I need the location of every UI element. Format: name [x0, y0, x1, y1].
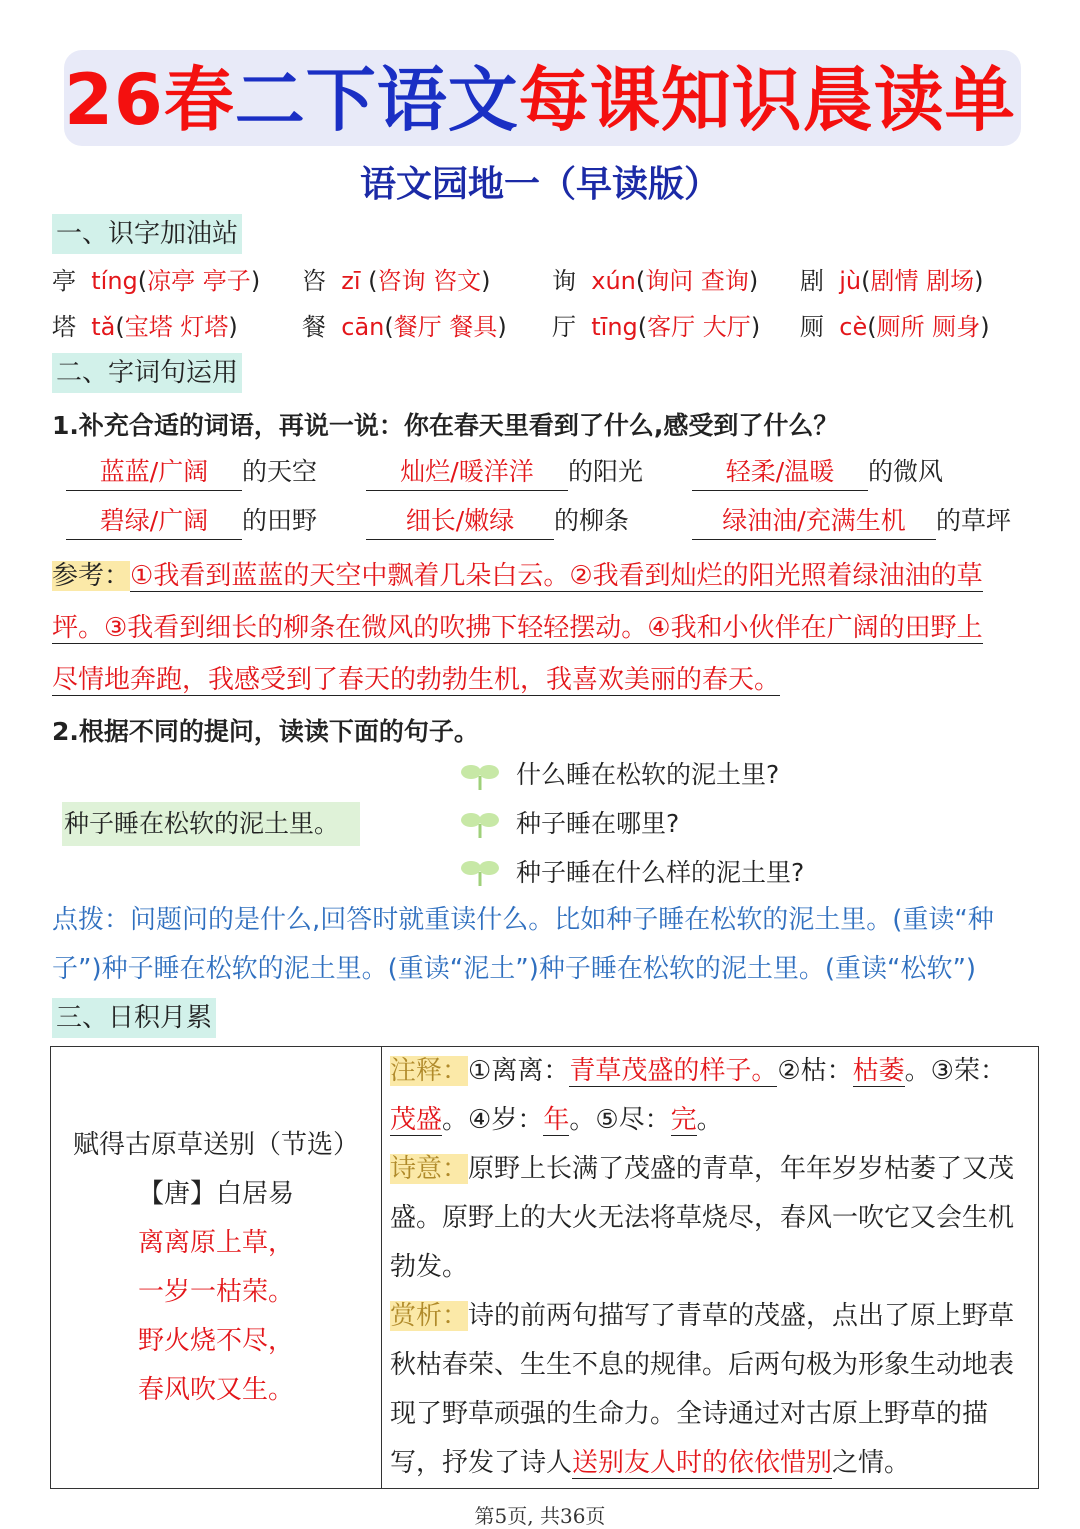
question-line: 种子睡在哪里?	[516, 809, 680, 838]
poem-table	[50, 1046, 1039, 1489]
explanation-cell	[382, 1047, 1039, 1489]
section-heading-2: 二、字词句运用	[52, 353, 242, 393]
sprout-icon	[460, 808, 500, 840]
char-item: 塔 tǎ(宝塔 灯塔)	[52, 313, 238, 341]
poem-cell	[51, 1047, 382, 1489]
question-1: 1.补充合适的词语，再说一说：你在春天里看到了什么,感受到了什么？	[52, 411, 839, 440]
fill-blank: 碧绿/广阔 的田野	[66, 503, 317, 540]
seed-sentence: 种子睡在松软的泥土里。	[62, 802, 360, 846]
char-item: 厅 tīng(客厅 大厅)	[552, 313, 761, 341]
fill-blank: 蓝蓝/广阔 的天空	[66, 454, 317, 491]
char-item: 厕 cè(厕所 厕身)	[800, 313, 990, 341]
reference-answer: 参考：①我看到蓝蓝的天空中飘着几朵白云。②我看到灿烂的阳光照着绿油油的草 坪。③我看到细长的柳条在微风的吹拂下轻轻摆动。④我和小伙伴在广阔的田野上 尽情地奔跑，我感受到了春天的勃勃生机，我喜欢美丽的春天。	[52, 561, 983, 695]
section-heading-3: 三、日积月累	[52, 998, 216, 1038]
sprout-icon	[460, 760, 500, 792]
poem-line: 一岁一枯荣。	[137, 1276, 294, 1307]
poem-line: 春风吹又生。	[137, 1374, 294, 1405]
question-2: 2.根据不同的提问，读读下面的句子。	[52, 717, 479, 746]
question-line: 种子睡在什么样的泥土里?	[516, 858, 805, 887]
page-footer: 第5页, 共36页	[474, 1504, 606, 1528]
fill-blank: 灿烂/暖洋洋 的阳光	[366, 454, 643, 491]
char-item: 咨 zī (咨询 咨文)	[302, 267, 491, 295]
fill-blank: 轻柔/温暖 的微风	[692, 454, 943, 491]
page-title: 26春二下语文每课知识晨读单	[64, 59, 1016, 141]
notes: 注释：①离离：青草茂盛的样子。②枯：枯萎。③荣：茂盛。④岁：年。⑤尽：完。	[390, 1056, 1006, 1135]
char-item: 餐 cān(餐厅 餐具)	[302, 313, 507, 341]
lesson-subtitle: 语文园地一（早读版）	[359, 164, 720, 205]
fill-blank: 细长/嫩绿 的柳条	[366, 503, 629, 540]
char-item: 亭 tíng(凉亭 亭子)	[52, 267, 261, 295]
sprout-icon	[460, 856, 500, 888]
section-heading-1: 一、识字加油站	[52, 214, 242, 254]
poem-meaning: 诗意：原野上长满了茂盛的青草，年年岁岁枯萎了又茂盛。原野上的大火无法将草烧尽，春风一吹它又会生机勃发。	[390, 1154, 1015, 1282]
reading-hint: 点拨：问题问的是什么,回答时就重读什么。比如种子睡在松软的泥土里。(重读“种 子”)种子睡在松软的泥土里。(重读“泥土”)种子睡在松软的泥土里。(重读“松软”)	[52, 905, 994, 984]
poem-line: 野火烧不尽，	[137, 1325, 294, 1356]
poem-author: 【唐】白居易	[137, 1178, 294, 1209]
char-item: 剧 jù(剧情 剧场)	[800, 267, 984, 295]
fill-blank: 绿油油/充满生机 的草坪	[692, 503, 1011, 540]
poem-title: 赋得古原草送别（节选）	[72, 1129, 359, 1160]
poem-analysis: 赏析：诗的前两句描写了青草的茂盛，点出了原上野草秋枯春荣、生生不息的规律。后两句极为形象生动地表现了野草顽强的生命力。全诗通过对古原上野草的描写，抒发了诗人送别友人时的依依惜别之情。	[390, 1301, 1015, 1478]
char-item: 询 xún(询问 查询)	[552, 267, 759, 295]
poem-line: 离离原上草，	[137, 1227, 294, 1258]
question-line: 什么睡在松软的泥土里?	[516, 760, 780, 789]
